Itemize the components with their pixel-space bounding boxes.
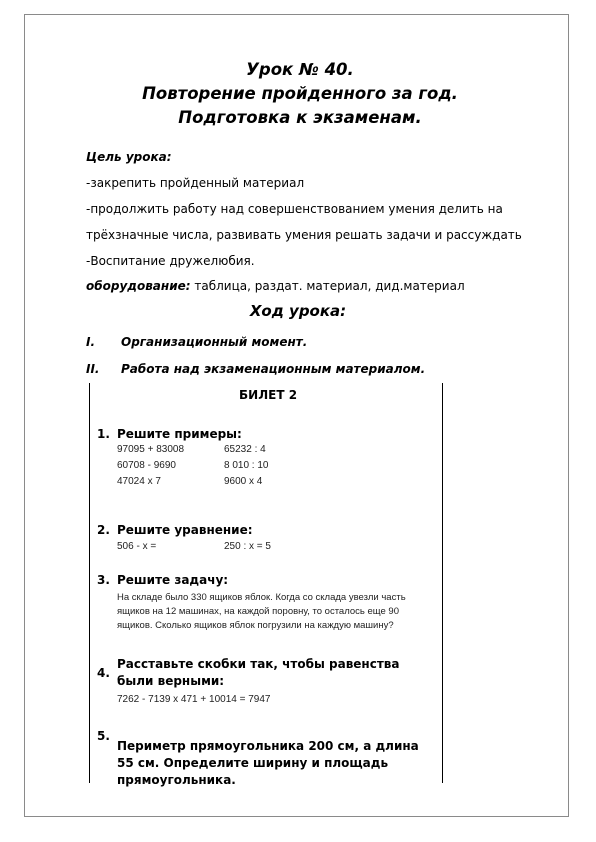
goal-item-4: -Воспитание дружелюбия. <box>86 254 255 268</box>
goal-item-1: -закрепить пройденный материал <box>86 176 305 190</box>
q2-heading: Решите уравнение: <box>117 523 253 537</box>
goal-heading: Цель урока: <box>86 150 172 164</box>
step-2-text: Работа над экзаменационным материалом. <box>121 362 426 376</box>
q3-problem-text: На складе было 330 ящиков яблок. Когда со склада увезли часть ящиков на 12 машинах, на каждой поровну, то осталось еще 90 ящиков. Сколько ящиков яблок погрузили на каждую машину? <box>117 592 406 631</box>
q2-equation-1: 506 - x = <box>117 541 157 552</box>
course-heading: Ход урока: <box>249 302 347 320</box>
q3-heading: Решите задачу: <box>117 573 229 587</box>
step-1-num: I. <box>86 335 96 349</box>
q1-example-2: 60708 - 9690 <box>117 460 176 471</box>
q1-example-3: 47024 x 7 <box>117 476 161 487</box>
q1-heading: Решите примеры: <box>117 427 242 441</box>
q5-number: 5. <box>97 729 110 743</box>
title-line-3: Подготовка к экзаменам. <box>178 108 422 127</box>
q4-heading: Расставьте скобки так, чтобы равенства были верными: <box>117 657 400 688</box>
title-line-1: Урок № 40. <box>246 60 354 79</box>
q1-example-5: 8 010 : 10 <box>224 460 269 471</box>
equipment-line <box>86 279 465 293</box>
q4-number: 4. <box>97 666 110 680</box>
equipment-label: оборудование: <box>86 279 191 293</box>
q1-example-1: 97095 + 83008 <box>117 444 185 455</box>
goal-item-3: трёхзначные числа, развивать умения решать задачи и рассуждать <box>86 228 522 242</box>
q4-expression: 7262 - 7139 x 471 + 10014 = 7947 <box>117 694 271 705</box>
goal-item-2: -продолжить работу над совершенствованием умения делить на <box>86 202 503 216</box>
equipment-text: таблица, раздат. материал, дид.материал <box>190 279 465 293</box>
q2-number: 2. <box>97 523 110 537</box>
step-1-text: Организационный момент. <box>121 335 308 349</box>
q1-example-4: 65232 : 4 <box>224 444 266 455</box>
ticket-title: БИЛЕТ 2 <box>239 388 298 402</box>
step-2-num: II. <box>86 362 100 376</box>
q1-example-6: 9600 x 4 <box>224 476 263 487</box>
title-line-2: Повторение пройденного за год. <box>142 84 458 103</box>
q2-equation-2: 250 : x = 5 <box>224 541 271 552</box>
q5-text: Периметр прямоугольника 200 см, а длина 55 см. Определите ширину и площадь прямоугольника. <box>117 739 419 787</box>
lesson-title <box>40 58 560 130</box>
q1-number: 1. <box>97 427 110 441</box>
q3-number: 3. <box>97 573 110 587</box>
